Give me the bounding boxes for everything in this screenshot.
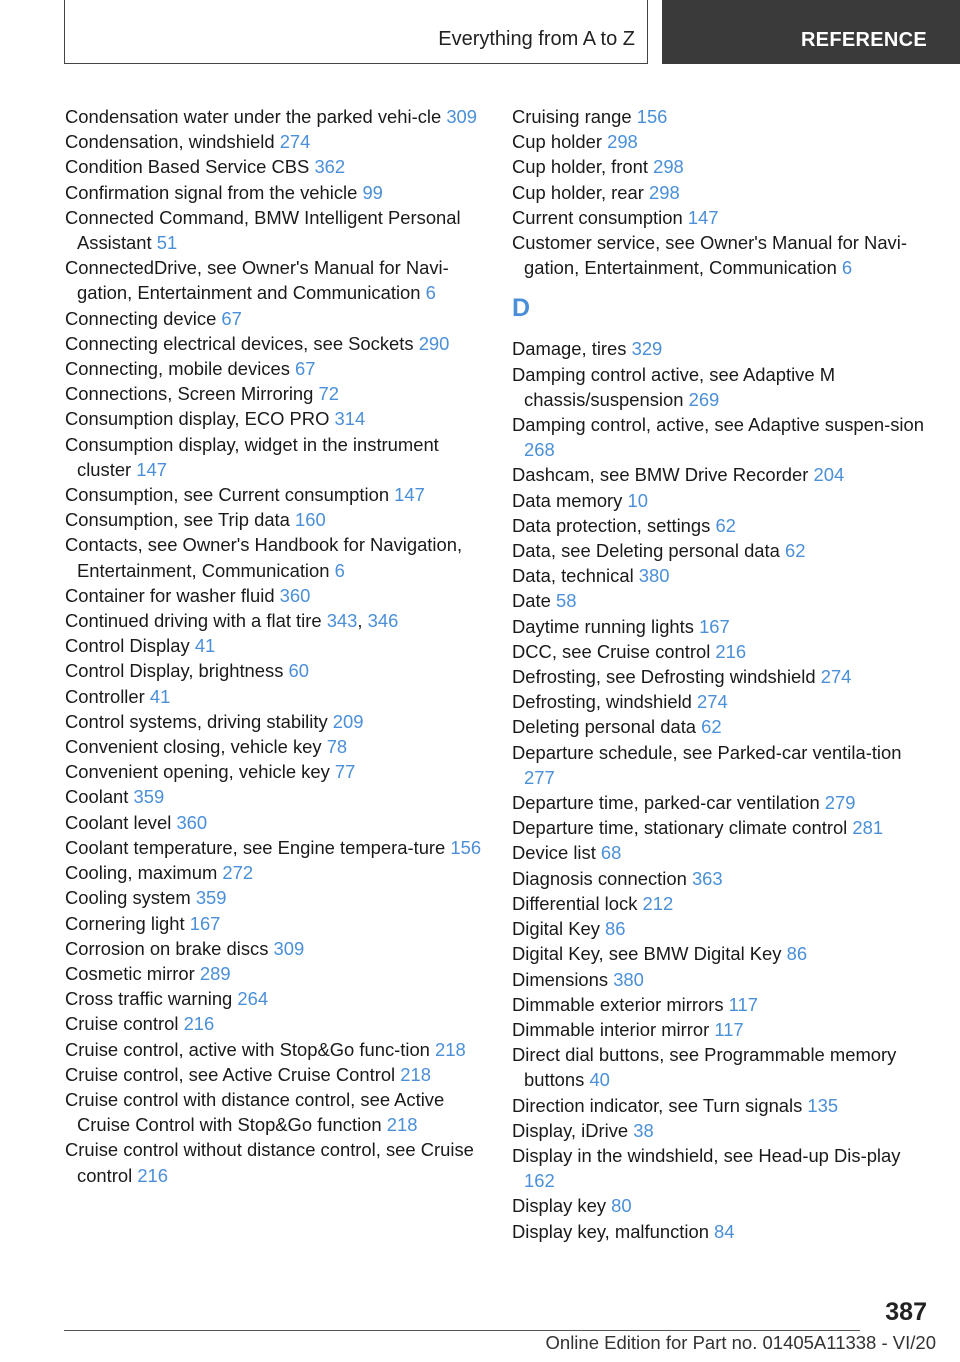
index-entry xyxy=(512,866,932,891)
index-entry xyxy=(65,759,495,784)
index-entry xyxy=(512,815,932,840)
index-entry-term: Cruise control xyxy=(65,1013,184,1035)
page-reference-link[interactable]: 329 xyxy=(631,338,663,360)
index-entry-term: Cup holder xyxy=(512,131,608,153)
page-reference-link[interactable]: 41 xyxy=(194,635,216,657)
index-entry-term: Cooling, maximum xyxy=(65,862,223,884)
index-entry-term: Connections, Screen Mirroring xyxy=(65,383,319,405)
index-entry xyxy=(512,205,932,230)
index-group-c-continued xyxy=(512,104,932,280)
page-reference-link[interactable]: 218 xyxy=(386,1114,418,1136)
index-entry xyxy=(65,1037,495,1062)
index-entry-term: Digital Key xyxy=(512,918,606,940)
index-entry-term: Defrosting, see Defrosting windshield xyxy=(512,666,821,688)
page-reference-link[interactable]: 359 xyxy=(133,786,165,808)
index-entry-term: Container for washer fluid xyxy=(65,584,280,606)
page-reference-link[interactable]: 67 xyxy=(295,358,316,380)
index-entry xyxy=(65,154,495,179)
index-entry-term: Cruising range xyxy=(512,106,637,127)
page-reference-link[interactable]: 298 xyxy=(607,131,638,153)
page-reference-link[interactable]: 360 xyxy=(176,811,208,833)
index-entry-term: Cruise control without distance control, see Cruise control xyxy=(65,1139,474,1186)
page-reference-link[interactable]: 314 xyxy=(334,408,366,430)
index-entry xyxy=(512,412,932,462)
index-entry xyxy=(65,432,495,482)
page-reference-link[interactable]: 264 xyxy=(237,988,269,1010)
page-reference-link[interactable]: 135 xyxy=(807,1094,839,1116)
index-entry-term: Control Display, brightness xyxy=(65,660,289,682)
index-entry xyxy=(512,230,932,280)
page-reference-link[interactable]: 268 xyxy=(524,439,555,461)
footer-divider xyxy=(64,1330,860,1331)
page-reference-link[interactable]: 147 xyxy=(394,484,425,506)
index-entry-term: Cooling system xyxy=(65,887,196,909)
index-entry xyxy=(65,860,495,885)
index-entry-term: Coolant xyxy=(65,786,134,808)
index-entry xyxy=(512,588,932,613)
index-group-d xyxy=(512,336,932,1243)
page-reference-link[interactable]: 346 xyxy=(367,610,399,632)
index-entry-term: Daytime running lights xyxy=(512,615,700,637)
page-reference-link[interactable]: 84 xyxy=(714,1220,735,1242)
page-reference-link[interactable]: 216 xyxy=(715,640,747,662)
page-reference-link[interactable]: 380 xyxy=(613,968,644,990)
index-entry xyxy=(512,790,932,815)
index-entry-term: Departure time, stationary climate control xyxy=(512,817,853,839)
index-entry xyxy=(65,331,495,356)
index-entry xyxy=(65,1011,495,1036)
page-reference-link[interactable]: 6 xyxy=(841,257,853,279)
page-reference-link[interactable]: 290 xyxy=(418,332,450,354)
page-reference-link[interactable]: 289 xyxy=(199,962,231,984)
index-entry-term: Diagnosis connection xyxy=(512,867,692,889)
index-entry xyxy=(65,180,495,205)
index-entry xyxy=(512,967,932,992)
page-reference-link[interactable]: 6 xyxy=(425,282,436,304)
page-reference-link[interactable]: 298 xyxy=(649,181,680,203)
index-entry xyxy=(512,513,932,538)
index-entry xyxy=(65,709,495,734)
index-entry-term: Display in the windshield, see Head-up Dis-play xyxy=(512,1144,901,1166)
page-reference-link[interactable]: 99 xyxy=(362,181,383,203)
index-entry-term: Data, see Deleting personal data xyxy=(512,540,785,562)
index-entry-term: Customer service, see Owner's Manual for Navi-gation, Entertainment, Communication xyxy=(512,232,907,279)
page-reference-link[interactable]: 117 xyxy=(714,1018,744,1040)
index-entry xyxy=(65,658,495,683)
page-reference-link[interactable]: 72 xyxy=(318,383,339,405)
index-entry-term: Consumption display, ECO PRO xyxy=(65,408,335,430)
index-entry-term: Coolant temperature, see Engine tempera-ture xyxy=(65,836,451,858)
index-entry-term: Connecting electrical devices, see Sockets xyxy=(65,332,419,354)
page-reference-link[interactable]: 156 xyxy=(636,106,668,127)
page-reference-link[interactable]: 117 xyxy=(728,993,758,1015)
index-entry xyxy=(512,1042,932,1092)
index-entry xyxy=(512,563,932,588)
index-entry xyxy=(65,1087,495,1137)
page-reference-link[interactable]: 38 xyxy=(633,1119,654,1141)
index-entry-term: Dashcam, see BMW Drive Recorder xyxy=(512,464,814,486)
index-entry xyxy=(512,180,932,205)
page-reference-link[interactable]: 167 xyxy=(189,912,221,934)
index-entry xyxy=(65,986,495,1011)
index-entry-term: Defrosting, windshield xyxy=(512,691,698,713)
header-title-box xyxy=(64,0,648,64)
index-entry xyxy=(65,810,495,835)
index-entry xyxy=(65,911,495,936)
index-entry-term: Damage, tires xyxy=(512,338,632,360)
footer-edition: Online Edition for Part no. 01405A11338 - VI/20 xyxy=(545,1332,936,1353)
page-reference-link[interactable]: 209 xyxy=(332,710,364,732)
index-entry-term: Departure time, parked-car ventilation xyxy=(512,792,825,814)
section-letter-heading: D xyxy=(512,294,531,323)
page-reference-link[interactable]: 380 xyxy=(638,565,670,587)
index-entry-term: Condensation, windshield xyxy=(65,131,280,153)
index-entry xyxy=(512,129,932,154)
page-reference-link[interactable]: 274 xyxy=(279,131,311,153)
page-reference-link[interactable]: 212 xyxy=(642,892,674,914)
index-entry xyxy=(65,104,495,129)
page-reference-link[interactable]: 343 xyxy=(326,610,358,632)
index-entry-term: Display key xyxy=(512,1195,612,1217)
page-reference-link[interactable]: 309 xyxy=(446,106,478,127)
page-reference-link[interactable]: 10 xyxy=(627,489,648,511)
page-reference-link[interactable]: 281 xyxy=(852,817,884,839)
page-reference-link[interactable]: 274 xyxy=(697,691,728,713)
index-entry xyxy=(512,1143,932,1193)
index-entry xyxy=(512,1093,932,1118)
index-entry xyxy=(512,1219,932,1244)
index-entry xyxy=(65,482,495,507)
index-entry xyxy=(512,992,932,1017)
index-entry-term: Connecting, mobile devices xyxy=(65,358,296,380)
index-entry xyxy=(512,714,932,739)
index-entry xyxy=(512,891,932,916)
page-reference-link[interactable]: 86 xyxy=(786,943,808,965)
index-entry-term: Cosmetic mirror xyxy=(65,962,200,984)
index-entry-term: Confirmation signal from the vehicle xyxy=(65,181,363,203)
index-entry xyxy=(65,885,495,910)
index-entry-term: Cup holder, rear xyxy=(512,181,649,203)
index-entry xyxy=(512,664,932,689)
page-reference-link[interactable]: 60 xyxy=(288,660,309,682)
index-entry xyxy=(65,936,495,961)
index-entry xyxy=(65,684,495,709)
index-entry: Continued driving with a flat tire 343, 346 xyxy=(65,610,399,632)
index-entry-term: Data protection, settings xyxy=(512,514,716,536)
index-entry-term: Damping control, active, see Adaptive suspen-sion xyxy=(512,414,924,436)
page-reference-link[interactable]: 156 xyxy=(450,836,482,858)
index-entry xyxy=(512,462,932,487)
index-entry-term: Control systems, driving stability xyxy=(65,710,333,732)
index-entry xyxy=(65,734,495,759)
index-entry-term: Control Display xyxy=(65,635,195,657)
index-entry-term: Digital Key, see BMW Digital Key xyxy=(512,943,787,965)
index-entry-term: Dimensions xyxy=(512,968,614,990)
page-reference-link[interactable]: 359 xyxy=(195,887,227,909)
index-entry-term: Display, iDrive xyxy=(512,1119,634,1141)
index-column-left xyxy=(65,104,495,1188)
index-entry xyxy=(65,532,495,582)
index-entry-term: Connected Command, BMW Intelligent Personal Assistant xyxy=(65,206,461,254)
page-reference-link[interactable]: 6 xyxy=(334,559,345,581)
index-entry-term: Connecting device xyxy=(65,307,222,329)
page-reference-link[interactable]: 360 xyxy=(279,584,311,606)
index-entry xyxy=(512,740,932,790)
index-entry xyxy=(65,406,495,431)
page-reference-link[interactable]: 204 xyxy=(813,464,845,486)
index-entry xyxy=(512,840,932,865)
index-entry-term: Consumption, see Trip data xyxy=(65,509,296,531)
index-entry-term: Condition Based Service CBS xyxy=(65,156,315,178)
page-reference-link[interactable]: 62 xyxy=(784,540,806,562)
index-entry xyxy=(65,129,495,154)
page-reference-link[interactable]: 62 xyxy=(715,514,736,536)
index-entry xyxy=(65,255,495,305)
index-entry-term: Dimmable interior mirror xyxy=(512,1018,715,1040)
page-reference-link[interactable]: 216 xyxy=(183,1013,215,1035)
page-reference-link[interactable]: 68 xyxy=(600,842,622,864)
page-reference-link[interactable]: 298 xyxy=(653,156,684,178)
index-entry xyxy=(65,583,495,608)
index-entry xyxy=(512,614,932,639)
index-entry xyxy=(512,916,932,941)
index-entry-term: Corrosion on brake discs xyxy=(65,937,274,959)
page-reference-link[interactable]: 162 xyxy=(524,1170,555,1192)
index-entry-term: Damping control active, see Adaptive M chassis/suspension xyxy=(512,363,836,410)
index-entry-term: Dimmable exterior mirrors xyxy=(512,993,729,1015)
page-reference-link[interactable]: 58 xyxy=(555,590,577,612)
index-entry-term: Cornering light xyxy=(65,912,190,934)
index-entry xyxy=(65,961,495,986)
index-entry-term: Continued driving with a flat tire xyxy=(65,610,327,632)
index-entry-term: ConnectedDrive, see Owner's Manual for Navi-gation, Entertainment and Communication xyxy=(65,257,449,304)
index-entry xyxy=(65,306,495,331)
index-entry xyxy=(65,381,495,406)
index-entry-term: Display key, malfunction xyxy=(512,1220,715,1242)
index-entry-term: Convenient opening, vehicle key xyxy=(65,761,335,783)
index-entry-term: Coolant level xyxy=(65,811,177,833)
index-entry-term: Consumption, see Current consumption xyxy=(65,484,395,506)
page-reference-link[interactable]: 160 xyxy=(295,509,326,531)
index-entry xyxy=(512,336,932,361)
page-reference-link[interactable]: 218 xyxy=(435,1038,466,1060)
index-entry xyxy=(65,356,495,381)
index-entry-term: Controller xyxy=(65,685,150,707)
index-entry xyxy=(65,1062,495,1087)
page-reference-link[interactable]: 269 xyxy=(688,388,720,410)
index-entry-term: Cross traffic warning xyxy=(65,988,238,1010)
page-reference-link[interactable]: 309 xyxy=(273,937,305,959)
index-entry-term: Contacts, see Owner's Handbook for Navigation, Entertainment, Communication xyxy=(65,534,463,581)
index-column-right xyxy=(512,104,932,1244)
header-section-tab xyxy=(662,0,960,64)
index-entry-term: Direction indicator, see Turn signals xyxy=(512,1094,808,1116)
page-reference-link[interactable]: 147 xyxy=(687,206,719,228)
index-entry-term: Consumption display, widget in the instrument cluster xyxy=(65,433,439,480)
page-number: 387 xyxy=(885,1298,927,1326)
header-section-label: REFERENCE xyxy=(800,29,927,51)
index-entry xyxy=(512,104,932,129)
page-reference-link[interactable]: 216 xyxy=(137,1164,168,1186)
index-entry-term: Cruise control with distance control, see Active Cruise Control with Stop&Go function xyxy=(65,1088,445,1136)
page-reference-link[interactable]: 51 xyxy=(156,232,178,254)
index-entry-term: Data memory xyxy=(512,489,628,511)
index-entry-term: Convenient closing, vehicle key xyxy=(65,736,327,758)
index-entry xyxy=(65,205,495,255)
index-entry-term: Cruise control, active with Stop&Go func-tion xyxy=(65,1038,436,1060)
index-entry-term: Date xyxy=(512,590,556,612)
index-entry xyxy=(512,1193,932,1218)
page-reference-link[interactable]: 86 xyxy=(605,918,626,940)
index-entry xyxy=(512,1118,932,1143)
page-reference-link[interactable]: 272 xyxy=(222,862,254,884)
index-entry xyxy=(512,538,932,563)
page-reference-link[interactable]: 279 xyxy=(824,792,856,814)
index-entry xyxy=(65,633,495,658)
page-reference-link[interactable]: 147 xyxy=(136,458,167,480)
page-reference-link[interactable]: 78 xyxy=(326,736,348,758)
page-reference-link[interactable]: 362 xyxy=(314,156,346,178)
page-reference-link[interactable]: 41 xyxy=(149,685,171,707)
page-reference-link[interactable]: 218 xyxy=(400,1063,431,1085)
page-reference-link[interactable]: 167 xyxy=(699,615,730,637)
index-entry-term: Departure schedule, see Parked-car ventila-tion xyxy=(512,741,902,763)
index-entry xyxy=(65,784,495,809)
page-reference-link[interactable]: 277 xyxy=(524,766,555,788)
index-entry xyxy=(65,507,495,532)
index-entry-term: Deleting personal data xyxy=(512,716,702,738)
index-entry xyxy=(512,1017,932,1042)
index-entry xyxy=(512,639,932,664)
index-entry-term: Cup holder, front xyxy=(512,156,654,178)
page-reference-link[interactable]: 80 xyxy=(611,1195,632,1217)
index-entry xyxy=(512,941,932,966)
index-entry xyxy=(512,362,932,412)
page-reference-link[interactable]: 363 xyxy=(691,867,723,889)
page-reference-link[interactable]: 62 xyxy=(701,716,722,738)
page-reference-link[interactable]: 67 xyxy=(221,307,242,329)
index-entry xyxy=(512,154,932,179)
page-reference-link[interactable]: 274 xyxy=(820,666,852,688)
index-entry-term: Current consumption xyxy=(512,206,688,228)
index-entry-term: Device list xyxy=(512,842,601,864)
header-title: Everything from A to Z xyxy=(438,28,635,50)
index-entry-term: Direct dial buttons, see Programmable memory buttons xyxy=(512,1044,897,1091)
index-entry-term: Differential lock xyxy=(512,892,643,914)
index-entry xyxy=(512,689,932,714)
index-entry-term: Data, technical xyxy=(512,565,639,587)
index-entry-term: Cruise control, see Active Cruise Control xyxy=(65,1063,401,1085)
index-entry-term: DCC, see Cruise control xyxy=(512,640,716,662)
index-entry xyxy=(65,835,495,860)
page-reference-link[interactable]: 77 xyxy=(334,761,356,783)
index-entry-term: Condensation water under the parked vehi-cle xyxy=(65,106,447,127)
index-entry xyxy=(512,488,932,513)
index-entry xyxy=(65,1137,495,1187)
page-reference-link[interactable]: 40 xyxy=(589,1069,610,1091)
